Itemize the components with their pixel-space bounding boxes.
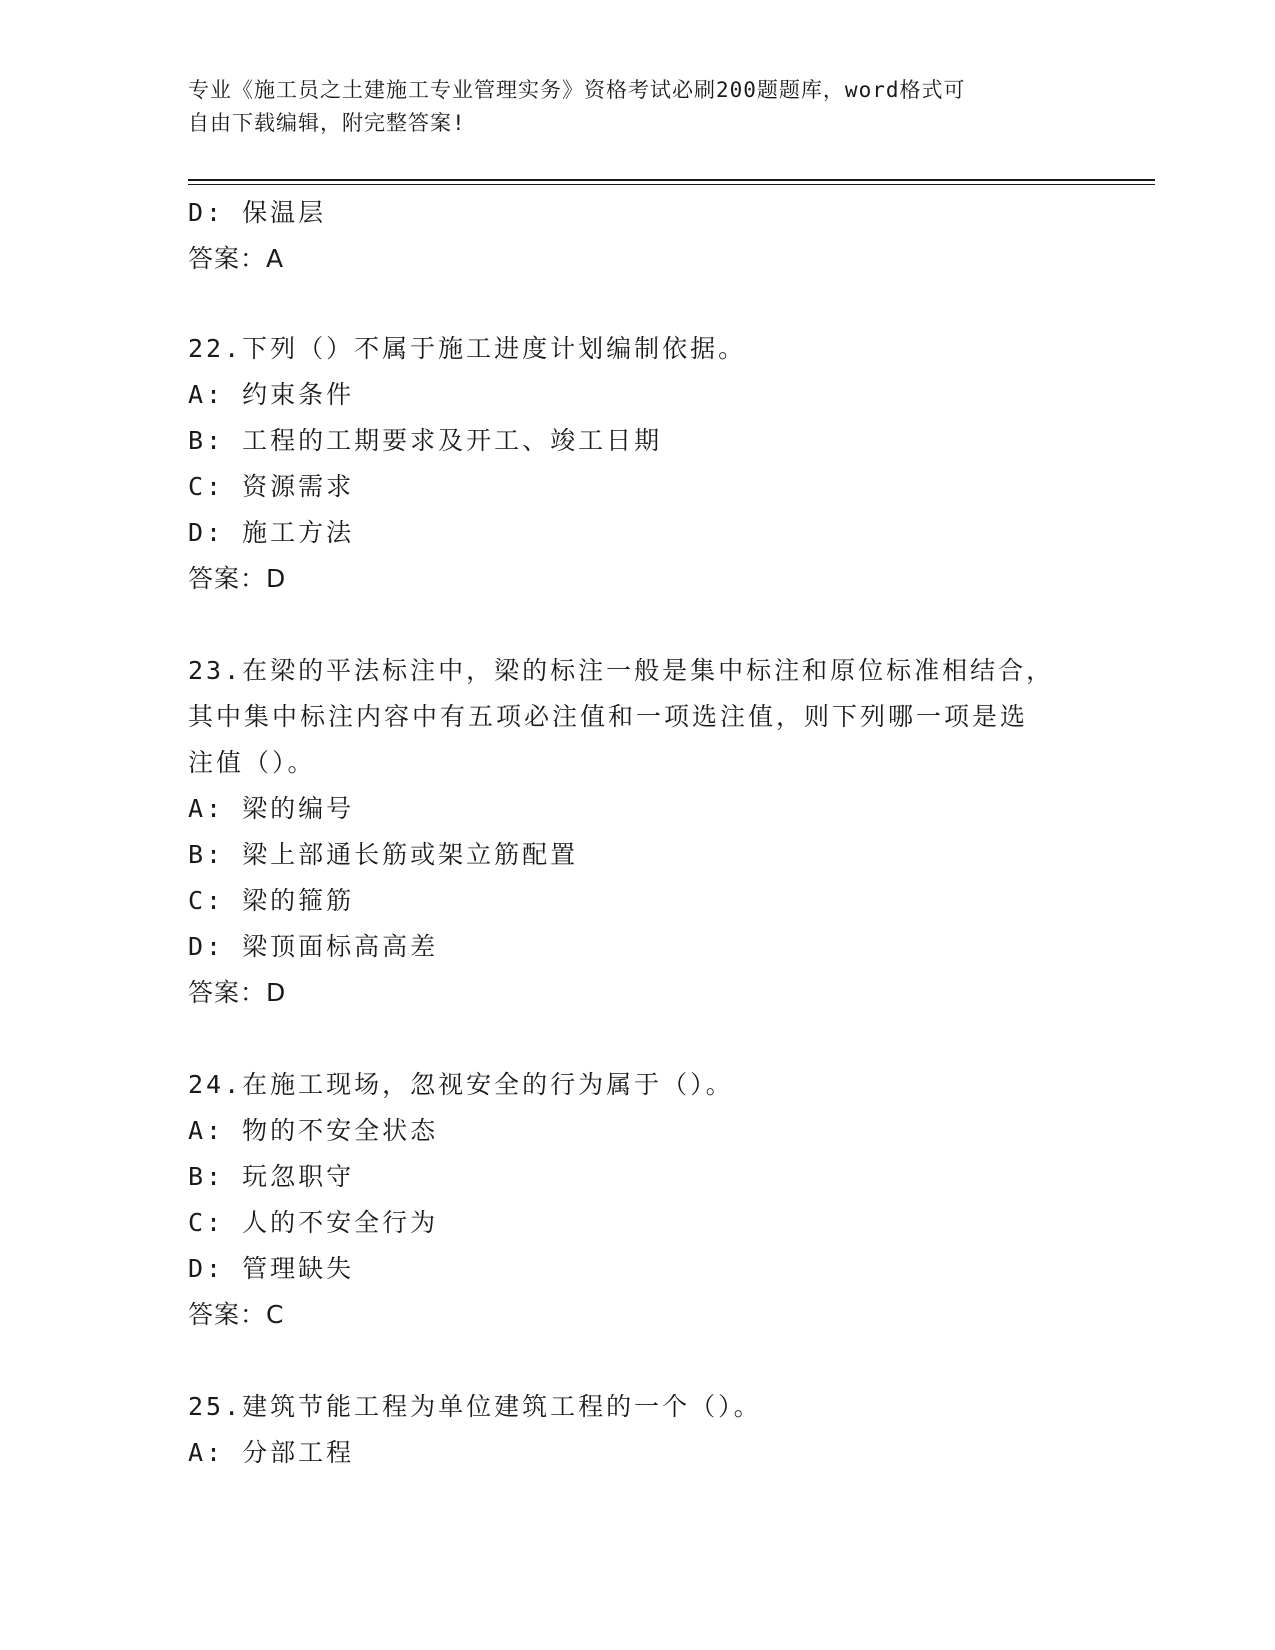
spacer <box>188 1016 1068 1062</box>
option-d: D: 保温层 <box>188 198 327 227</box>
option-d: D: 施工方法 <box>188 518 355 547</box>
answer-line: 答案：C <box>188 1300 285 1329</box>
question-stem: 22.下列（）不属于施工进度计划编制依据。 <box>188 334 747 363</box>
question-25 <box>188 1384 1068 1476</box>
answer-line: 答案：D <box>188 564 287 593</box>
option-a: A: 约束条件 <box>188 380 355 409</box>
header-divider-thin <box>188 184 1155 185</box>
option-d: D: 梁顶面标高高差 <box>188 932 439 961</box>
question-24 <box>188 1062 1068 1338</box>
answer-line: 答案：D <box>188 978 287 1007</box>
spacer <box>188 1338 1068 1384</box>
question-21-tail <box>188 190 1068 282</box>
question-stem-line-3: 注值（）。 <box>188 748 316 777</box>
answer-line: 答案：A <box>188 244 285 273</box>
option-c: C: 人的不安全行为 <box>188 1208 439 1237</box>
option-a: A: 物的不安全状态 <box>188 1116 439 1145</box>
option-b: B: 玩忽职守 <box>188 1162 355 1191</box>
question-23 <box>188 648 1068 1016</box>
header-line-1: 专业《施工员之土建施工专业管理实务》资格考试必刷200题题库，word格式可 <box>188 78 966 102</box>
option-a: A: 分部工程 <box>188 1438 355 1467</box>
option-b: B: 梁上部通长筋或架立筋配置 <box>188 840 579 869</box>
option-c: C: 资源需求 <box>188 472 355 501</box>
question-list <box>188 190 1068 1476</box>
document-header <box>188 74 1068 140</box>
question-stem-line-2: 其中集中标注内容中有五项必注值和一项选注值，则下列哪一项是选 <box>188 702 1029 731</box>
question-stem-line-1: 23.在梁的平法标注中，梁的标注一般是集中标注和原位标准相结合， <box>188 656 1055 685</box>
spacer <box>188 602 1068 648</box>
option-d: D: 管理缺失 <box>188 1254 355 1283</box>
question-22 <box>188 326 1068 602</box>
question-stem: 25.建筑节能工程为单位建筑工程的一个（）。 <box>188 1392 762 1421</box>
spacer <box>188 282 1068 326</box>
question-stem: 24.在施工现场，忽视安全的行为属于（）。 <box>188 1070 734 1099</box>
header-line-2: 自由下载编辑，附完整答案! <box>188 111 466 135</box>
option-a: A: 梁的编号 <box>188 794 355 823</box>
header-divider-thick <box>188 179 1155 181</box>
option-b: B: 工程的工期要求及开工、竣工日期 <box>188 426 663 455</box>
option-c: C: 梁的箍筋 <box>188 886 355 915</box>
